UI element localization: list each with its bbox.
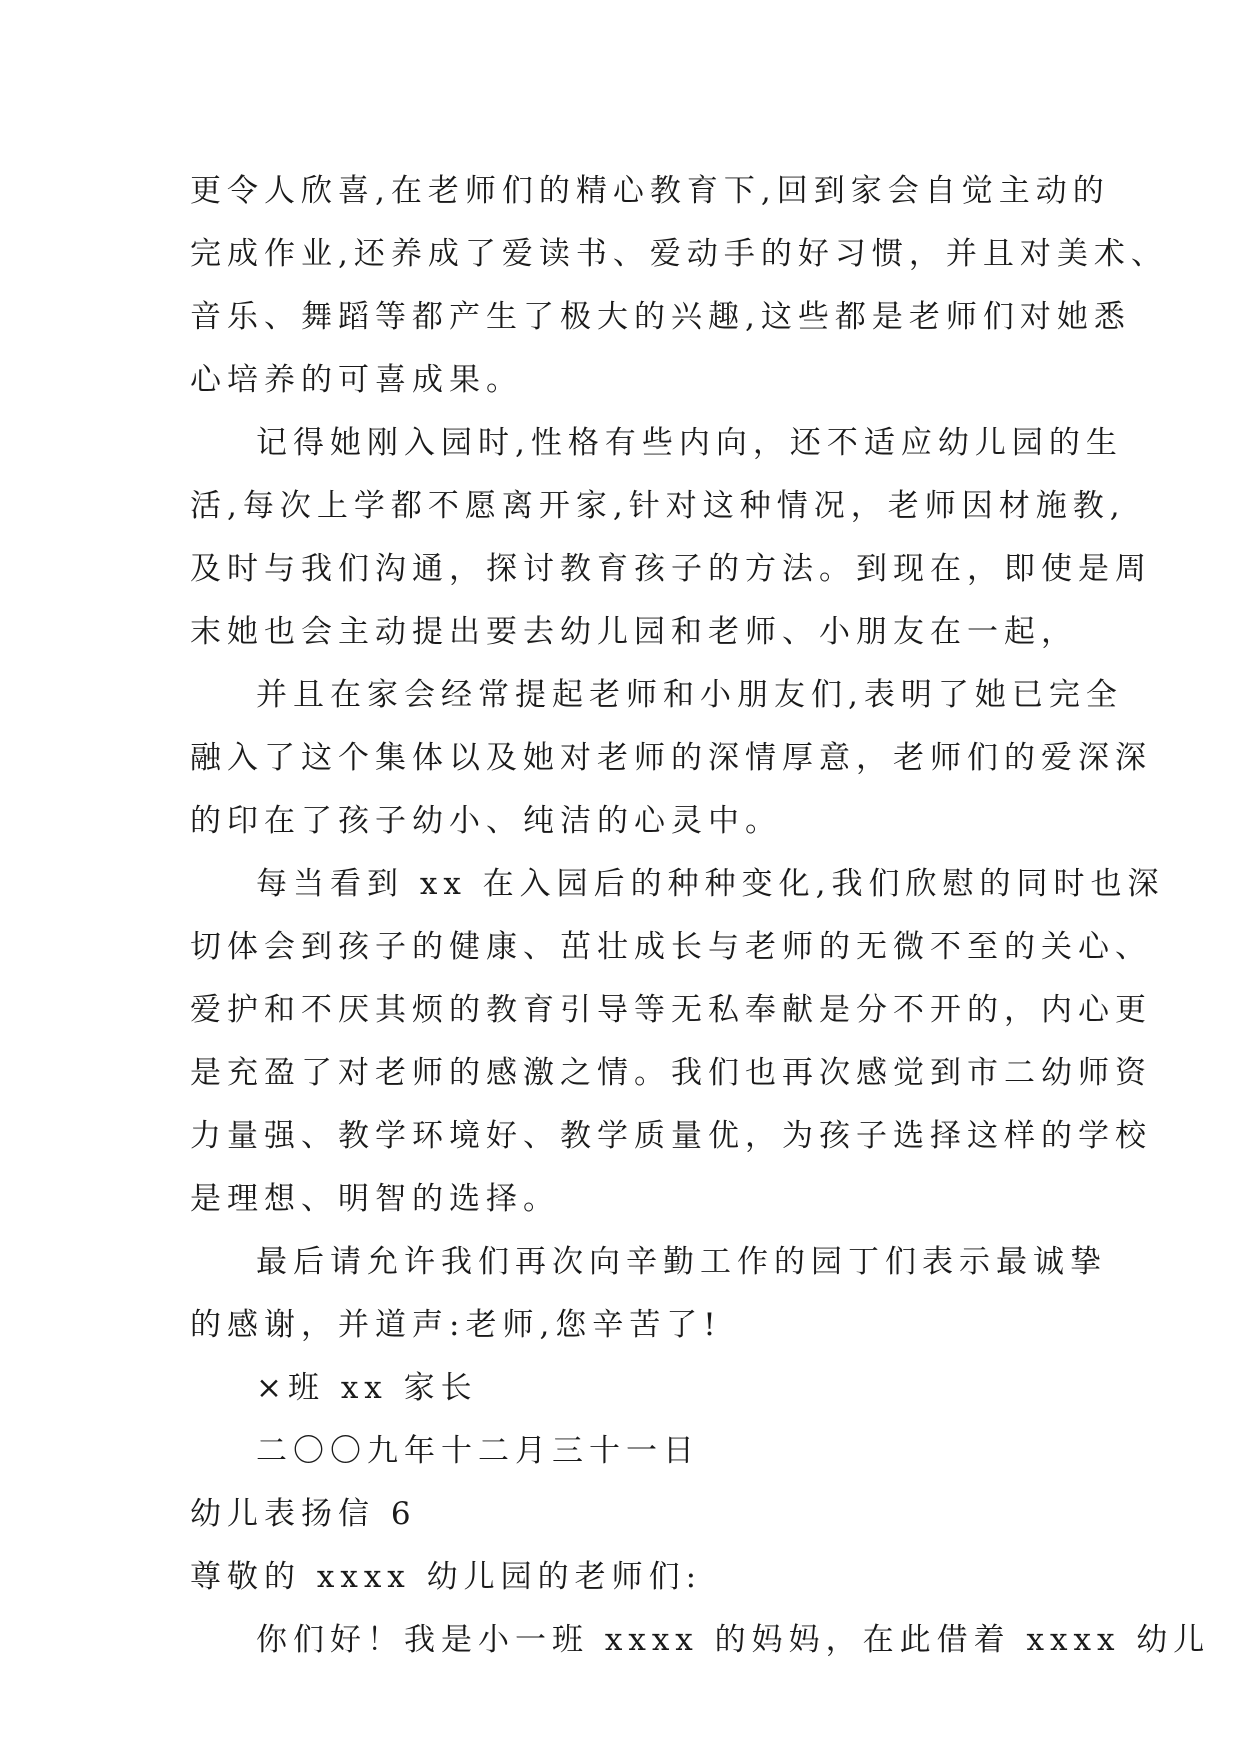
paragraph-start-line: 并且在家会经常提起老师和小朋友们,表明了她已完全	[256, 677, 1123, 713]
text-line: 是充盈了对老师的感激之情。我们也再次感觉到市二幼师资	[190, 1055, 1152, 1091]
text-line: 更令人欣喜,在老师们的精心教育下,回到家会自觉主动的	[190, 173, 1110, 209]
text-line: 及时与我们沟通，探讨教育孩子的方法。到现在，即使是周	[190, 551, 1152, 587]
text-line: 末她也会主动提出要去幼儿园和老师、小朋友在一起，	[190, 614, 1078, 650]
salutation-line: 尊敬的 xxxx 幼儿园的老师们:	[190, 1559, 703, 1595]
text-line: 力量强、教学环境好、教学质量优，为孩子选择这样的学校	[190, 1118, 1152, 1154]
text-line: 爱护和不厌其烦的教育引导等无私奉献是分不开的，内心更	[190, 992, 1152, 1028]
text-line: 切体会到孩子的健康、茁壮成长与老师的无微不至的关心、	[190, 929, 1152, 965]
paragraph-start-line: 最后请允许我们再次向辛勤工作的园丁们表示最诚挚	[256, 1244, 1107, 1280]
text-line: 活,每次上学都不愿离开家,针对这种情况，老师因材施教,	[190, 488, 1126, 524]
paragraph-start-line: 记得她刚入园时,性格有些内向，还不适应幼儿园的生	[256, 425, 1123, 461]
text-line: 融入了这个集体以及她对老师的深情厚意，老师们的爱深深	[190, 740, 1152, 776]
signature-line: ×班 xx 家长	[256, 1370, 478, 1406]
paragraph-start-line: 每当看到 xx 在入园后的种种变化,我们欣慰的同时也深	[256, 866, 1165, 902]
text-line: 完成作业,还养成了爱读书、爱动手的好习惯，并且对美术、	[190, 236, 1168, 272]
paragraph-start-line: 你们好！我是小一班 xxxx 的妈妈，在此借着 xxxx 幼儿	[256, 1622, 1211, 1658]
text-line: 的印在了孩子幼小、纯洁的心灵中。	[190, 803, 782, 839]
text-line: 心培养的可喜成果。	[190, 362, 523, 398]
date-line: 二〇〇九年十二月三十一日	[256, 1433, 700, 1469]
text-line: 是理想、明智的选择。	[190, 1181, 560, 1217]
text-line: 音乐、舞蹈等都产生了极大的兴趣,这些都是老师们对她悉	[190, 299, 1131, 335]
letter-body	[190, 160, 1211, 1672]
text-line: 的感谢，并道声:老师,您辛苦了!	[190, 1307, 722, 1343]
section-heading: 幼儿表扬信 6	[190, 1496, 417, 1532]
